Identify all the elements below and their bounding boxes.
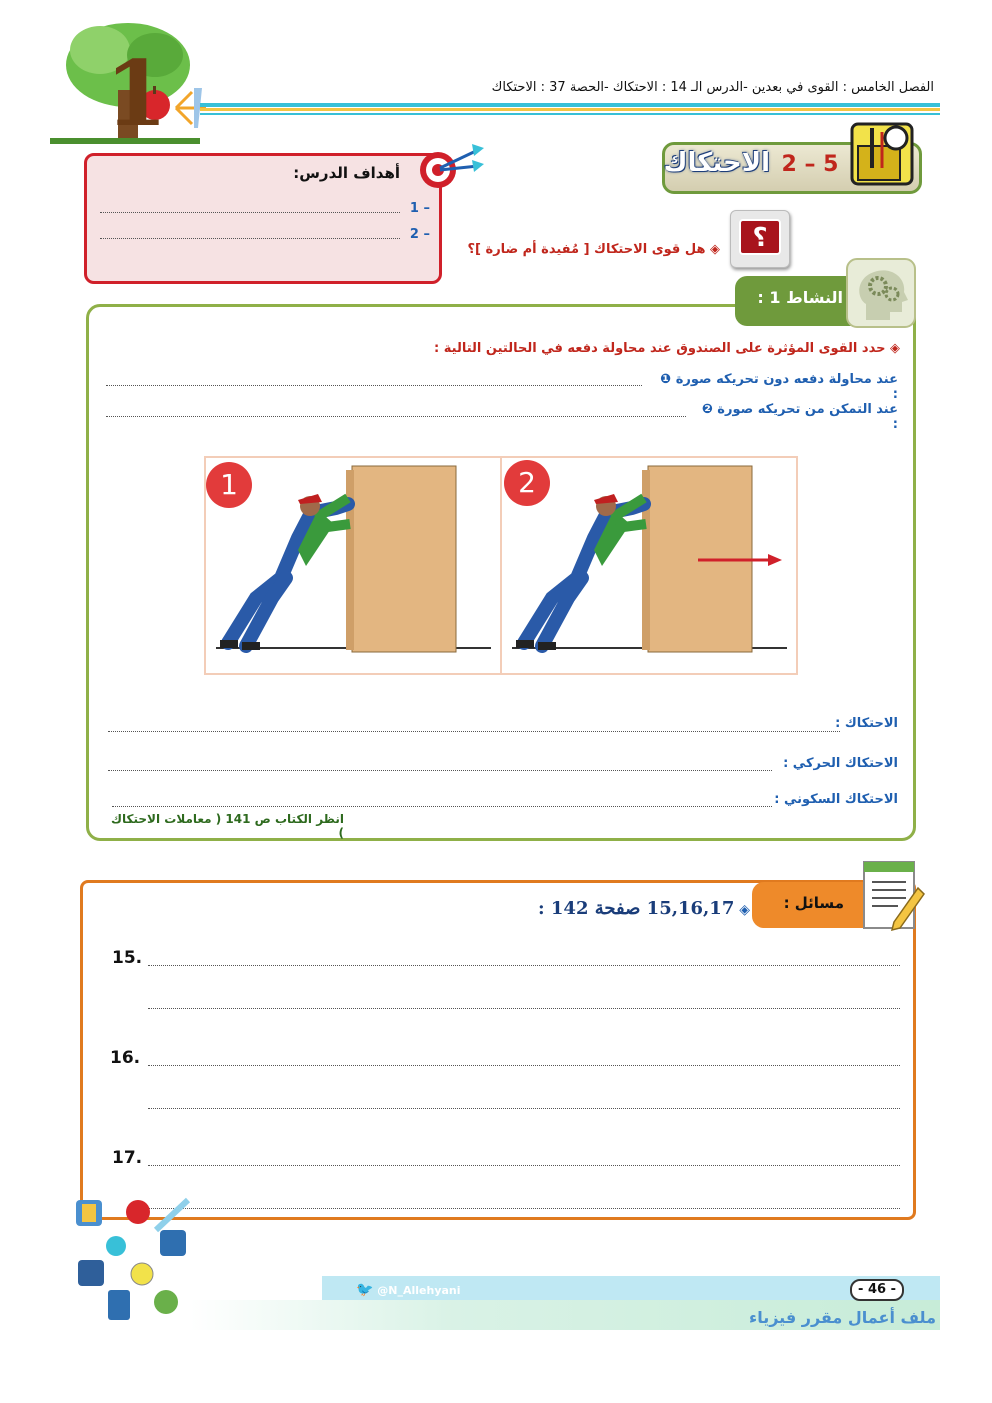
lesson-name: الاحتكاك <box>663 148 770 178</box>
tools-icon <box>850 122 914 186</box>
header-rule-cyan-thin <box>200 113 940 115</box>
problems-label: مسائل : <box>783 894 844 912</box>
goals-heading: أهداف الدرس: <box>293 164 400 182</box>
goal-line-1[interactable] <box>100 212 400 213</box>
problem-number-17: 17. <box>112 1148 143 1168</box>
header-rule-yellow <box>200 108 940 111</box>
problem-17-line-1[interactable] <box>148 1165 900 1166</box>
definition-friction: الاحتكاك : <box>835 716 898 731</box>
page-number: - 46 - <box>850 1279 904 1301</box>
case-2-label: عند التمكن من تحريكه صورة ❷ : <box>701 402 898 432</box>
activity-label: النشاط 1 : <box>757 288 843 307</box>
definition-kinetic-line[interactable] <box>108 770 772 771</box>
definition-static-line[interactable] <box>112 806 772 807</box>
figure-badge-2: 2 <box>504 460 550 506</box>
definition-kinetic: الاحتكاك الحركي : <box>783 756 898 771</box>
diamond-bullet-icon: ◈ <box>885 341 900 356</box>
diamond-bullet-icon: ◈ <box>705 242 720 257</box>
problem-15-line-1[interactable] <box>148 965 900 966</box>
definition-friction-line[interactable] <box>108 731 840 732</box>
problem-15-line-2[interactable] <box>148 1008 900 1009</box>
book-reference: انظر الكتاب ص 141 ( معاملات الاحتكاك ) <box>111 812 344 840</box>
problem-16-line-1[interactable] <box>148 1065 900 1066</box>
case-1-line[interactable] <box>106 385 642 386</box>
question-label: هل قوى الاحتكاك [ مُفيدة أم ضارة ]؟ <box>467 242 706 257</box>
goal-line-2[interactable] <box>100 238 400 239</box>
twitter-handle[interactable] <box>356 1282 486 1298</box>
definition-static: الاحتكاك السكوني : <box>774 792 898 807</box>
goal-item-1: 1 – <box>409 201 430 216</box>
activity-instruction <box>300 341 900 356</box>
problem-16-line-2[interactable] <box>148 1108 900 1109</box>
question-mark-glyph: ؟ <box>739 219 781 255</box>
brain-gears-icon <box>846 258 916 328</box>
twitter-icon: 🐦 <box>356 1282 374 1298</box>
instruction-label: حدد القوى المؤثرة على الصندوق عند محاولة دفعه في الحالتين التالية : <box>434 341 886 356</box>
lesson-number: 2 – 5 <box>781 152 839 177</box>
goal-item-2: 2 – <box>409 227 430 242</box>
twitter-handle-text: @N_Allehyani <box>377 1284 461 1297</box>
header-title: الفصل الخامس : القوى في بعدين -الدرس الـ 14 : الاحتكاك -الحصة 37 : الاحتكاك <box>491 80 934 95</box>
figure-badge-1: 1 <box>206 462 252 508</box>
target-icon <box>412 140 486 192</box>
case-1-label: عند محاولة دفعه دون تحريكه صورة ❶ : <box>660 372 898 402</box>
problem-number-15: 15. <box>112 948 143 968</box>
case-2-line[interactable] <box>106 416 686 417</box>
notepad-icon <box>858 858 926 934</box>
question-icon <box>730 210 790 268</box>
problem-number-16: 16. <box>110 1048 141 1068</box>
problems-box <box>80 880 916 1220</box>
header-rule-cyan <box>200 103 940 107</box>
problems-text <box>430 898 750 919</box>
problem-17-line-2[interactable] <box>148 1208 900 1209</box>
question-text <box>430 242 720 257</box>
footer-science-icons <box>68 1190 198 1330</box>
problems-reference: 15,16,17 صفحة 142 : <box>537 898 735 919</box>
footer-title: ملف أعمال مقرر فيزياء <box>749 1308 936 1327</box>
diamond-bullet-icon: ◈ <box>734 902 750 918</box>
logo-number: 1 <box>105 41 168 145</box>
